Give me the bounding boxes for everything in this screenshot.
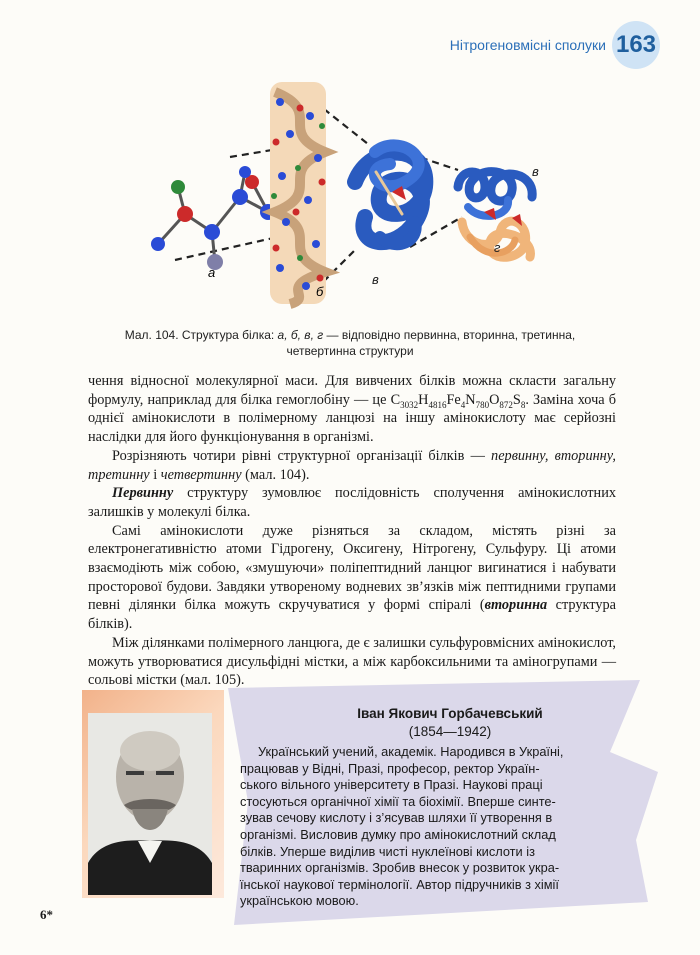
bio-line: Український учений, академік. Народився в Україні, (258, 744, 564, 759)
chapter-title: Нітрогеновмісні сполуки (449, 37, 606, 53)
label-g: г (494, 240, 501, 255)
label-a: а (208, 265, 216, 280)
bio-line: стосуються органічної хімії та біохімії. Вперше синте- (240, 793, 556, 809)
bio-text (240, 744, 632, 910)
label-v2: в (532, 164, 539, 179)
bio-line: зував сечову кислоту і з’ясував шляхи її утворення в (240, 810, 553, 826)
paragraph-5: Між ділянками полімерного ланцюга, де є залишки сульфуровмісних амінокислот, можуть утворюватися дисульфідні містки, а між карбоксильними та аміногрупами — сольові містки (мал. 105). (88, 634, 616, 689)
paragraph-3: Первинну структуру зумовлює послідовність сполучення амінокислотних залишків у молекулі білка. (88, 485, 616, 520)
bio-line: білків. Уперше виділив чисті нуклеїнові кислоти із (240, 843, 535, 859)
quaternary-structure (458, 164, 539, 257)
paragraph-4: Самі амінокислоти дуже різняться за складом, містять різні за електронегативністю атоми Гідрогену, Оксигену, Нітрогену, Сульфуру. Ці атоми взаємодіють між собою, «змушуючи» поліпептидний ланцюг вигинатися і набувати просторової будови. Завдяки утвореному водневих зв’язків між пептидними групами певні ділянки білка можуть скручуватися у формі спіралі (вторинна структура білків). (88, 522, 616, 633)
caption-line-2: четвертинна структури (286, 344, 414, 358)
secondary-structure-helix (270, 82, 326, 304)
portrait-image (88, 713, 212, 895)
page-number: 163 (612, 21, 660, 69)
page-header (450, 22, 660, 68)
caption-prefix: Мал. 104. Структура білка: (124, 328, 278, 342)
bio-line: тваринних організмів. Зробив внесок у розвиток укра- (240, 860, 560, 876)
bio-line: ського вільного університету в Празі. Наукові праці (240, 777, 543, 793)
label-b: б (316, 284, 324, 299)
caption-suffix: — відповідно первинна, вторинна, третинна, (323, 328, 576, 342)
body-text (88, 372, 616, 690)
scientist-years: (1854—1942) (408, 724, 492, 739)
bio-line: організмі. Висловив думку про амінокислотний склад (240, 826, 556, 842)
hemoglobin-formula: $C_{3032}H_{4816}Fe_4N_{780}O_{872}S_8$ (390, 391, 526, 410)
paragraph-2: Розрізняють чотири рівні структурної організації білків — первинну, вторинну, третинну і четвертинну (мал. 104). (88, 447, 616, 483)
scientist-name: Іван Якович Горбачевський (357, 706, 543, 721)
bio-line: українською мовою. (240, 893, 359, 909)
portrait-photo (88, 713, 212, 895)
bio-line: їнської наукової термінології. Автор підручників з хімії (240, 876, 559, 892)
paragraph-1 (88, 372, 616, 447)
figure-caption (90, 327, 610, 359)
p1-start: чення відносної молекулярної маси. Для вивчених білків можна скласти загальну формулу, наприклад для білка гемоглобіну — це (88, 373, 616, 408)
signature-mark: 6* (40, 907, 53, 922)
p1-end: . Заміна хоча б однієї амінокислоти в полімерному ланцюзі на іншу амінокислоту має серйозні наслідки для його функціонування в організмі. (88, 391, 617, 446)
caption-letters: а, б, в, г (277, 328, 324, 342)
label-v1: в (372, 272, 379, 287)
tertiary-structure (355, 145, 425, 287)
bio-line: працював у Відні, Празі, професор, ректор Україн- (240, 760, 540, 776)
protein-structure-figure (140, 72, 580, 320)
